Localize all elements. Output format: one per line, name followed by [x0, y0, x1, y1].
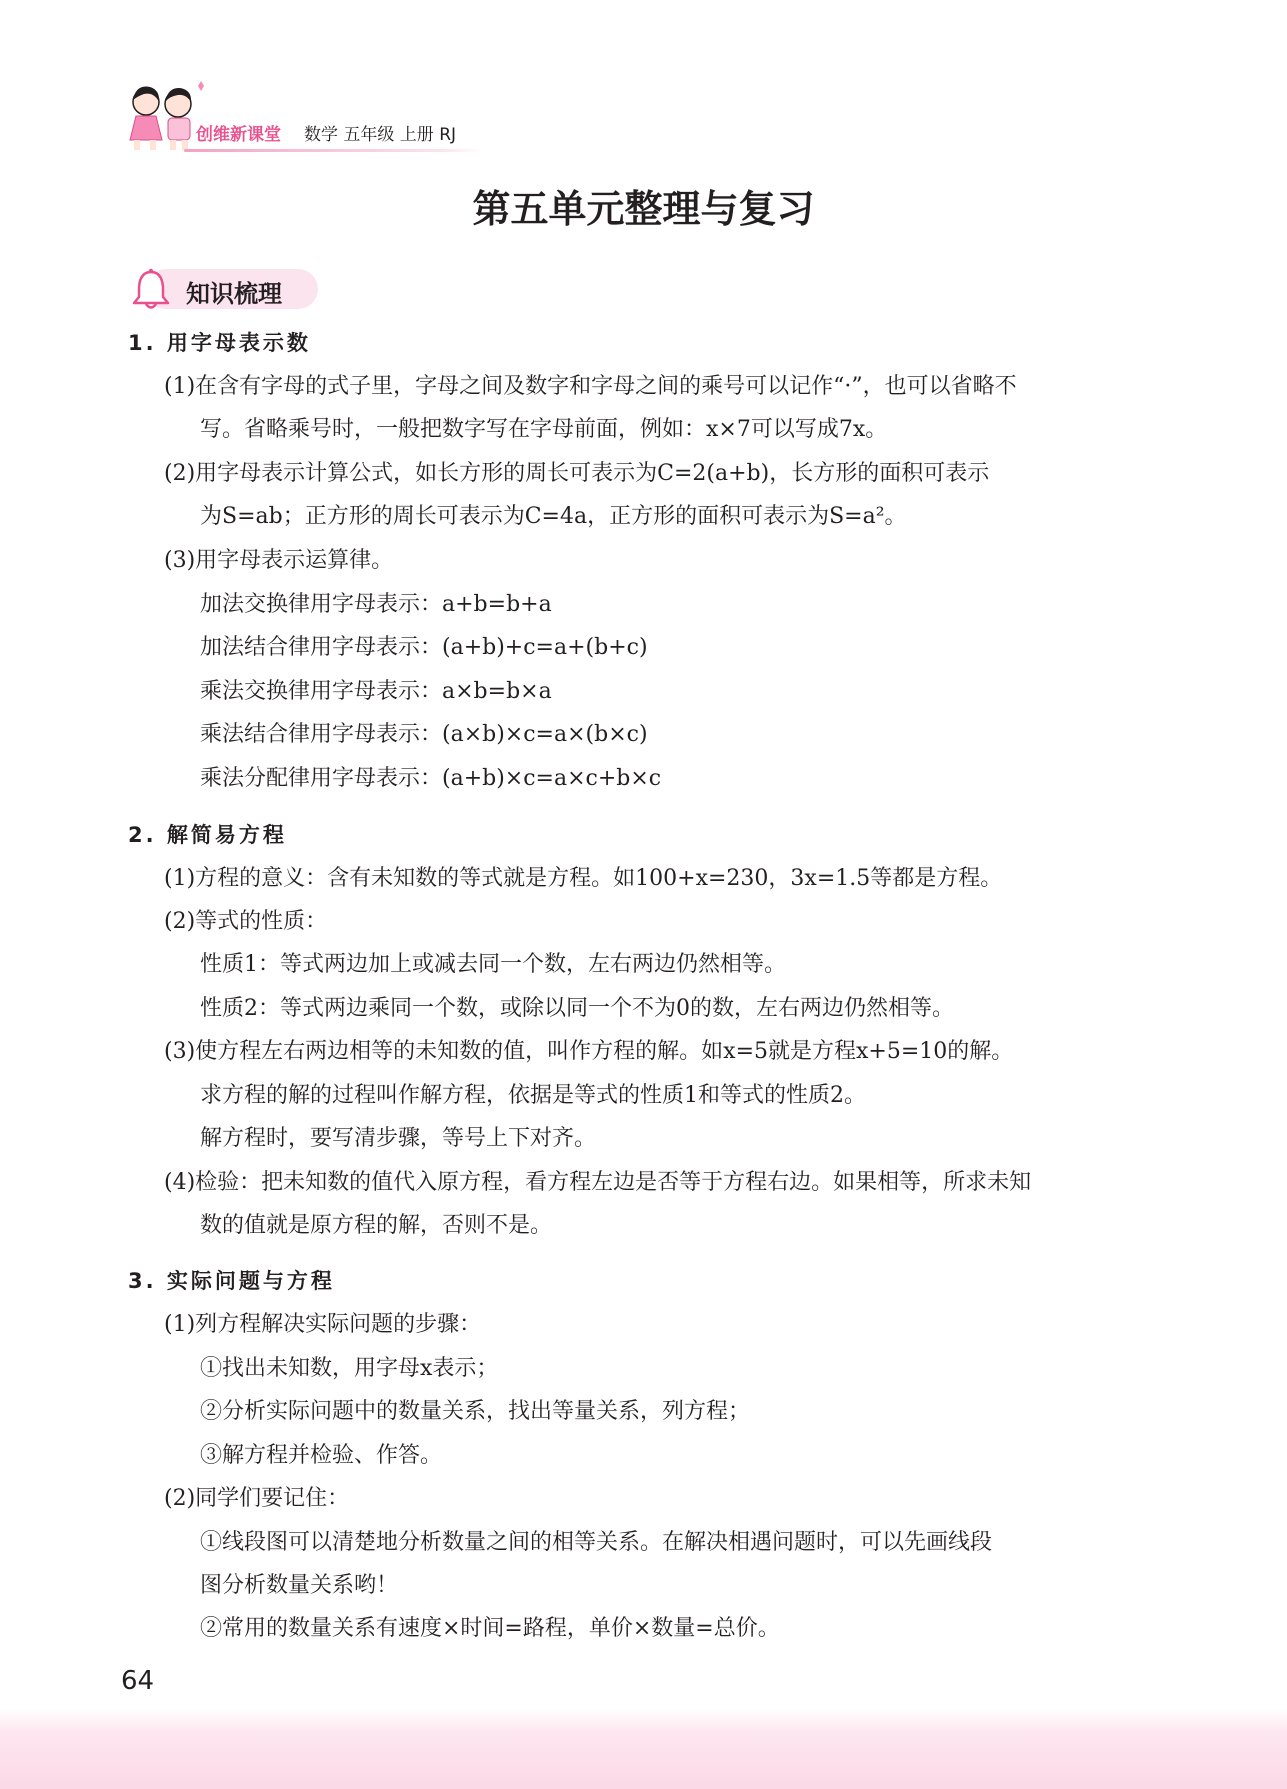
text-line: 性质2：等式两边乘同一个数，或除以同一个不为0的数，左右两边仍然相等。 — [200, 996, 954, 1021]
text-line: ③解方程并检验、作答。 — [200, 1443, 443, 1468]
text-line: ①线段图可以清楚地分析数量之间的相等关系。在解决相遇问题时，可以先画线段 — [200, 1530, 993, 1555]
text-line: (4)检验：把未知数的值代入原方程，看方程左边是否等于方程右边。如果相等，所求未知 — [164, 1170, 1032, 1195]
text-line: (3)用字母表示运算律。 — [164, 548, 394, 573]
text-line: (1)方程的意义：含有未知数的等式就是方程。如100+x=230，3x=1.5等都是方程。 — [164, 866, 1003, 891]
text-line: ②分析实际问题中的数量关系，找出等量关系，列方程； — [200, 1399, 751, 1424]
section-label: 知识梳理 — [186, 280, 282, 308]
text-line: 加法结合律用字母表示：(a+b)+c=a+(b+c) — [200, 635, 648, 660]
text-line: 乘法交换律用字母表示：a×b=b×a — [200, 679, 552, 704]
brand-name: 创维新课堂 — [196, 125, 281, 145]
header-divider — [184, 149, 484, 152]
text-line: (3)使方程左右两边相等的未知数的值，叫作方程的解。如x=5就是方程x+5=10的解。 — [164, 1039, 1014, 1064]
page-header — [120, 78, 500, 160]
text-line: 乘法分配律用字母表示：(a+b)×c=a×c+b×c — [200, 766, 662, 791]
section-heading: 1. 用字母表示数 — [128, 331, 311, 355]
text-line: 写。省略乘号时，一般把数字写在字母前面，例如：x×7可以写成7x。 — [200, 417, 888, 442]
page-title: 第五单元整理与复习 — [472, 187, 815, 231]
section-heading: 3. 实际问题与方程 — [128, 1269, 335, 1293]
text-line: 加法交换律用字母表示：a+b=b+a — [200, 592, 552, 617]
book-info: 数学 五年级 上册 RJ — [304, 125, 457, 145]
text-line: (1)列方程解决实际问题的步骤： — [164, 1312, 482, 1337]
page-number: 64 — [121, 1666, 155, 1696]
text-line: 数的值就是原方程的解，否则不是。 — [200, 1213, 553, 1238]
text-line: 性质1：等式两边加上或减去同一个数，左右两边仍然相等。 — [200, 952, 786, 977]
text-line: (1)在含有字母的式子里，字母之间及数字和字母之间的乘号可以记作“·”，也可以省略不 — [164, 374, 1017, 399]
text-line: ②常用的数量关系有速度×时间=路程，单价×数量=总价。 — [200, 1616, 780, 1641]
text-line: 求方程的解的过程叫作解方程，依据是等式的性质1和等式的性质2。 — [200, 1083, 866, 1108]
text-line: 乘法结合律用字母表示：(a×b)×c=a×(b×c) — [200, 722, 648, 747]
text-line: 为S=ab；正方形的周长可表示为C=4a，正方形的面积可表示为S=a²。 — [200, 504, 907, 529]
section-tag — [128, 266, 318, 312]
bell-icon — [128, 266, 174, 312]
text-line: ①找出未知数，用字母x表示； — [200, 1356, 499, 1381]
text-line: 解方程时，要写清步骤，等号上下对齐。 — [200, 1126, 597, 1151]
footer-band — [0, 1709, 1287, 1789]
text-line: (2)用字母表示计算公式，如长方形的周长可表示为C=2(a+b)，长方形的面积可表示 — [164, 461, 990, 486]
section-heading: 2. 解简易方程 — [128, 823, 287, 847]
text-line: (2)等式的性质： — [164, 909, 328, 934]
text-line: (2)同学们要记住： — [164, 1486, 350, 1511]
text-line: 图分析数量关系哟！ — [200, 1573, 399, 1598]
